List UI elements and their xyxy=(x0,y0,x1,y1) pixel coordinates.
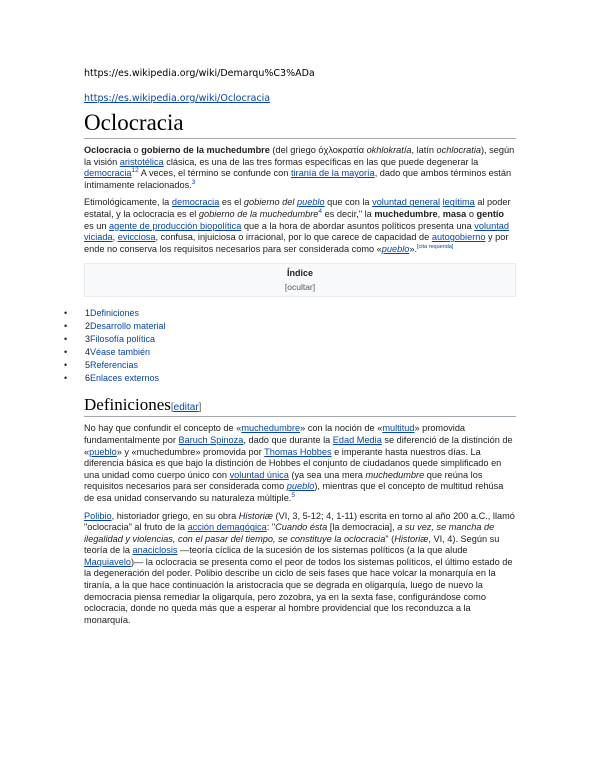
bullet-icon: • xyxy=(64,347,68,358)
link-multitud[interactable]: multitud xyxy=(382,423,415,434)
text: , xyxy=(437,208,443,219)
text: o xyxy=(131,145,142,155)
text: que reúna los requisitos necesarios para ser considerada como xyxy=(84,469,483,492)
link-aristotelica[interactable]: aristotélica xyxy=(119,156,164,167)
link-legitima[interactable]: legítima xyxy=(442,197,475,208)
definiciones-paragraph-2 xyxy=(84,511,516,627)
text: se diferenció de la distinción de « xyxy=(84,434,513,457)
intro-paragraph xyxy=(84,145,516,191)
link-pueblo[interactable]: pueblo xyxy=(381,243,410,254)
text: [la democracia], xyxy=(327,522,398,533)
toc-item-number: 6 xyxy=(85,373,91,384)
link-autogobierno[interactable]: autogobierno xyxy=(431,232,486,243)
text: ». xyxy=(409,243,418,254)
text: (VI, 3, 5-12; 4, 1-11) escrita en torno al año 200 a.C., llamó "oclocracia" al fruto de la xyxy=(84,510,515,533)
article-url-link[interactable]: https://es.wikipedia.org/wiki/Oclocracia xyxy=(84,93,271,104)
text: ), mientras que el concepto de multitud rehúsa de esa unidad conservando su naturaleza múltiple. xyxy=(84,481,504,503)
term-bold: gentío xyxy=(476,208,505,219)
link-thomas-hobbes[interactable]: Thomas Hobbes xyxy=(264,446,332,457)
toc-item[interactable] xyxy=(64,372,516,385)
italic-term: okhlokratía xyxy=(366,145,412,155)
link-democracia[interactable]: democracia xyxy=(84,168,132,179)
reference-superscript[interactable]: 4 xyxy=(318,207,323,215)
text: » con la noción de « xyxy=(300,423,383,434)
link-maquiavelo[interactable]: Maquiavelo xyxy=(84,556,131,567)
italic-term: gobierno del xyxy=(243,197,297,208)
link-pueblo[interactable]: pueblo xyxy=(296,197,325,208)
text: —teoría cíclica de la sucesión de los sistemas políticos (a la que alude xyxy=(177,545,468,556)
link-tirania-mayoria[interactable]: tiranía de la mayoría xyxy=(290,168,375,179)
text: » promovida fundamentalmente por xyxy=(84,423,466,445)
text: : " xyxy=(266,522,276,533)
link-anaciclosis[interactable]: anaciclosis xyxy=(132,545,178,556)
toc-item-label[interactable]: Véase también xyxy=(90,347,151,358)
link-voluntad-unica[interactable]: voluntad única xyxy=(229,469,289,480)
italic-term: Historiæ xyxy=(394,533,429,544)
term-bold: Oclocracia xyxy=(84,145,131,155)
text: , dado que durante la xyxy=(243,434,333,445)
article-content xyxy=(64,110,516,626)
text: " ( xyxy=(385,533,395,544)
toc-item-number: 4 xyxy=(85,347,91,358)
text: , historiador griego, en su obra xyxy=(111,510,239,521)
table-of-contents xyxy=(84,263,516,297)
citation-needed-note[interactable]: [cita requerida] xyxy=(417,243,454,250)
reference-superscript[interactable]: 3 xyxy=(191,178,196,186)
reference-superscript[interactable]: 5 xyxy=(291,491,295,499)
section-edit xyxy=(171,402,202,413)
italic-term: Historiæ xyxy=(238,510,273,521)
text: o xyxy=(466,208,477,219)
edit-section-link[interactable]: editar xyxy=(173,402,199,414)
link-baruch-spinoza[interactable]: Baruch Spinoza xyxy=(178,434,244,445)
toc-item[interactable] xyxy=(64,359,516,372)
printed-url: https://es.wikipedia.org/wiki/Demarqu%C3%ADa xyxy=(84,68,315,79)
link-accion-demagogica[interactable]: acción demagógica xyxy=(187,522,267,533)
edit-bracket: ] xyxy=(198,402,202,414)
link-voluntad[interactable]: voluntad xyxy=(474,220,509,231)
toc-item-number: 5 xyxy=(85,360,91,371)
toc-item[interactable] xyxy=(64,346,516,359)
text: , VI, 4). Según su teoría de la xyxy=(84,533,500,556)
italic-term: muchedumbre xyxy=(365,469,425,480)
term-bold: masa xyxy=(442,208,467,219)
page-title: Oclocracia xyxy=(84,110,516,139)
text: (ya sea una mera xyxy=(288,469,366,480)
toc-item-label[interactable]: Filosofía política xyxy=(90,334,156,345)
text: (del griego ὀχλοκρατία xyxy=(269,145,367,155)
bullet-icon: • xyxy=(64,334,68,345)
text: , confusa, injuiciosa o irracional, por lo que carece de capacidad de xyxy=(155,232,432,243)
toc-item-number: 2 xyxy=(85,321,91,332)
link-pueblo-italic[interactable]: pueblo xyxy=(286,481,315,492)
section-heading-definiciones xyxy=(84,395,516,417)
text: que a la hora de abordar asuntos políticos presenta una xyxy=(241,220,475,231)
text: , dado que ambos términos están íntimamente relacionados. xyxy=(84,168,512,190)
italic-term: ochlocratia xyxy=(436,145,481,155)
bullet-icon: • xyxy=(64,321,68,332)
link-edad-media[interactable]: Edad Media xyxy=(332,434,382,445)
text: No hay que confundir el concepto de « xyxy=(84,423,242,434)
edit-bracket: [ xyxy=(170,402,174,414)
text: » y «muchedumbre» promovida por xyxy=(116,446,265,457)
text: clásica, es una de las tres formas específicas en las que puede degenerar la xyxy=(163,156,479,167)
toc-title: Índice xyxy=(286,268,313,279)
text: y por ende no conserva los requisitos necesarios para ser considerada como « xyxy=(84,232,509,254)
italic-term: gobierno de la muchedumbre xyxy=(198,208,319,219)
link-muchedumbre[interactable]: muchedumbre xyxy=(241,423,301,434)
link-viciada[interactable]: viciada xyxy=(84,232,113,243)
etymology-paragraph xyxy=(84,197,516,255)
bullet-icon: • xyxy=(64,373,68,384)
text: es decir," la xyxy=(322,208,375,219)
spacer xyxy=(84,297,516,307)
link-agente-biopolitica[interactable]: agente de producción biopolítica xyxy=(109,220,242,231)
term-bold: muchedumbre xyxy=(374,208,438,219)
toc-item-label[interactable]: Enlaces externos xyxy=(90,373,160,384)
text: )— la oclocracia se presenta como el peor de todos los sistemas políticos, el último estado de la degeneración del poder. Polibio describe un ciclo de seis fases que hace volcar la monarquía en la tiranía, a la que hace continuación la aristocracia que se degrada en oligarquía, luego de nuevo la democracia piensa remediar la oligarquía, pero zozobra, ya en la sexta fase, configurándose como oclocracia, donde no queda más que a esperar al hombre providencial que los reconduzca a la monarquía. xyxy=(84,556,513,625)
toc-item[interactable] xyxy=(64,333,516,346)
link-pueblo[interactable]: pueblo xyxy=(89,446,117,457)
toc-list xyxy=(64,307,516,385)
link-democracia[interactable]: democracia xyxy=(171,197,220,208)
text: es el xyxy=(219,197,244,208)
definiciones-paragraph-1 xyxy=(84,423,516,504)
toc-header xyxy=(85,268,515,292)
toc-item-number: 3 xyxy=(85,334,91,345)
text: al poder estatal, y la oclocracia es el xyxy=(84,197,511,219)
bullet-icon: • xyxy=(64,308,68,319)
toc-item-label[interactable]: Desarrollo material xyxy=(90,321,166,332)
bullet-icon: • xyxy=(64,360,68,371)
reference-superscript[interactable]: 12 xyxy=(131,167,139,175)
toc-item[interactable] xyxy=(64,320,516,333)
toc-item-label[interactable]: Referencias xyxy=(90,360,139,371)
text: ), según la visión xyxy=(84,145,515,167)
toc-item-label[interactable]: Definiciones xyxy=(90,308,140,319)
text: e imperante hasta nuestros días. La diferencia básica es que bajo la distinción de Hobbes el conjunto de ciudadanos quede simplificado en una unidad como cuerpo único con xyxy=(84,446,502,480)
toc-item[interactable] xyxy=(64,307,516,320)
text: que con la xyxy=(324,197,373,208)
text: A veces, el término se confunde con xyxy=(138,168,291,179)
text: , xyxy=(112,232,118,243)
italic-term: Cuando ésta xyxy=(275,522,328,533)
link-evicciosa[interactable]: evicciosa xyxy=(117,232,156,243)
term-bold: gobierno de la muchedumbre xyxy=(141,145,270,155)
text: es un xyxy=(84,220,110,231)
section-heading-text: Definiciones xyxy=(84,395,171,415)
link-polibio[interactable]: Polibio xyxy=(84,510,112,521)
italic-quote: a su vez, se mancha de ilegalidad y violencias, con el pasar del tiempo, se constituye la oclocracia xyxy=(84,522,495,544)
text: , latín xyxy=(411,145,437,155)
toc-toggle-button[interactable]: [ocultar] xyxy=(284,282,316,293)
toc-item-number: 1 xyxy=(85,308,91,319)
text: Etimológicamente, la xyxy=(84,197,172,208)
link-voluntad-general[interactable]: voluntad general xyxy=(372,197,441,208)
